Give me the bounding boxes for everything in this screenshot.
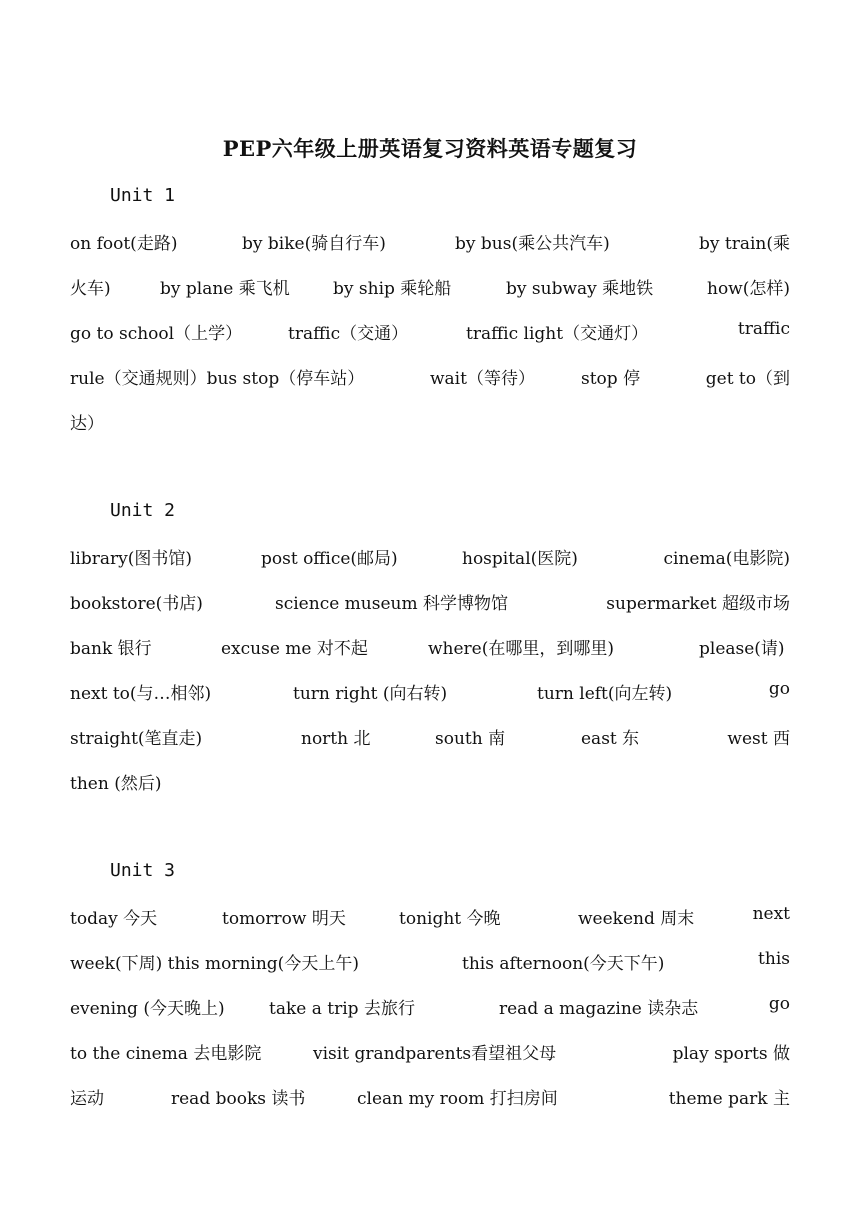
vocab-item: by bus(乘公共汽车) [455,234,610,254]
vocab-item: by plane 乘飞机 [160,279,290,299]
unit-1-line-5 [70,409,790,439]
vocab-item: next to(与…相邻) [70,684,212,704]
vocab-item: weekend 周末 [578,909,695,929]
vocab-item: read a magazine 读杂志 [499,999,699,1019]
vocab-item: straight(笔直走) [70,729,203,749]
vocab-item: how(怎样) [707,279,790,299]
unit-2-line-3 [70,634,790,664]
vocab-item: cinema(电影院) [663,549,790,569]
unit-3-line-3 [70,994,790,1024]
unit-1-line-4 [70,364,790,394]
vocab-item: visit grandparents看望祖父母 [313,1044,557,1064]
vocab-item: this afternoon(今天下午) [462,954,665,974]
vocab-item: west 西 [727,729,790,749]
vocab-item: theme park 主 [668,1089,790,1109]
vocab-item: go [768,994,790,1014]
vocab-item: traffic（交通） [288,324,409,344]
vocab-item: get to（到 [705,369,790,389]
vocab-item: turn right (向右转) [293,684,448,704]
vocab-item: then (然后) [70,774,162,794]
vocab-item: south 南 [435,729,506,749]
vocab-item: supermarket 超级市场 [606,594,790,614]
unit-1-line-1 [70,229,790,259]
unit-3-line-5 [70,1084,790,1114]
vocab-item: take a trip 去旅行 [269,999,415,1019]
vocab-item: traffic light（交通灯） [466,324,649,344]
vocab-item: east 东 [581,729,640,749]
vocab-item: clean my room 打扫房间 [357,1089,558,1109]
unit-1-line-3 [70,319,790,349]
vocab-item: play sports 做 [672,1044,790,1064]
vocab-item: by bike(骑自行车) [242,234,386,254]
vocab-item: turn left(向左转) [537,684,673,704]
vocab-item: next [752,904,790,924]
unit-3-heading: Unit 3 [110,860,176,881]
vocab-item: this [758,949,790,969]
unit-1-line-2 [70,274,790,304]
vocab-item: week(下周) this morning(今天上午) [70,954,359,974]
vocab-item: where(在哪里，到哪里) [428,639,615,659]
vocab-item: science museum 科学博物馆 [275,594,509,614]
vocab-item: north 北 [301,729,371,749]
unit-2-line-4 [70,679,790,709]
vocab-item: excuse me 对不起 [221,639,368,659]
vocab-item: tomorrow 明天 [222,909,346,929]
vocab-item: evening (今天晚上) [70,999,225,1019]
vocab-item: by subway 乘地铁 [506,279,654,299]
unit-3-line-1 [70,904,790,934]
unit-1-heading: Unit 1 [110,185,176,206]
unit-3-line-4 [70,1039,790,1069]
vocab-item: to the cinema 去电影院 [70,1044,262,1064]
vocab-item: 火车) [70,279,111,299]
vocab-item: bank 银行 [70,639,152,659]
vocab-item: please(请) [699,639,785,659]
vocab-item: stop 停 [581,369,641,389]
page-title: PEP六年级上册英语复习资料英语专题复习 [222,136,638,161]
unit-2-line-5 [70,724,790,754]
vocab-item: tonight 今晚 [399,909,501,929]
vocab-item: by train(乘 [698,234,790,254]
unit-2-line-6 [70,769,790,799]
vocab-item: by ship 乘轮船 [333,279,452,299]
vocab-item: today 今天 [70,909,158,929]
vocab-item: 达） [70,414,104,434]
vocab-item: wait（等待） [430,369,535,389]
vocab-item: on foot(走路) [70,234,178,254]
vocab-item: bookstore(书店) [70,594,203,614]
vocab-item: library(图书馆) [70,549,193,569]
unit-2-line-2 [70,589,790,619]
vocab-item: go [768,679,790,699]
unit-3-line-2 [70,949,790,979]
vocab-item: 运动 [70,1089,104,1109]
vocab-item: traffic [737,319,790,339]
unit-2-line-1 [70,544,790,574]
vocab-item: hospital(医院) [462,549,578,569]
unit-2-heading: Unit 2 [110,500,176,521]
vocab-item: go to school（上学） [70,324,243,344]
vocab-item: rule（交通规则）bus stop（停车站） [70,369,365,389]
vocab-item: read books 读书 [171,1089,306,1109]
vocab-item: post office(邮局) [261,549,398,569]
